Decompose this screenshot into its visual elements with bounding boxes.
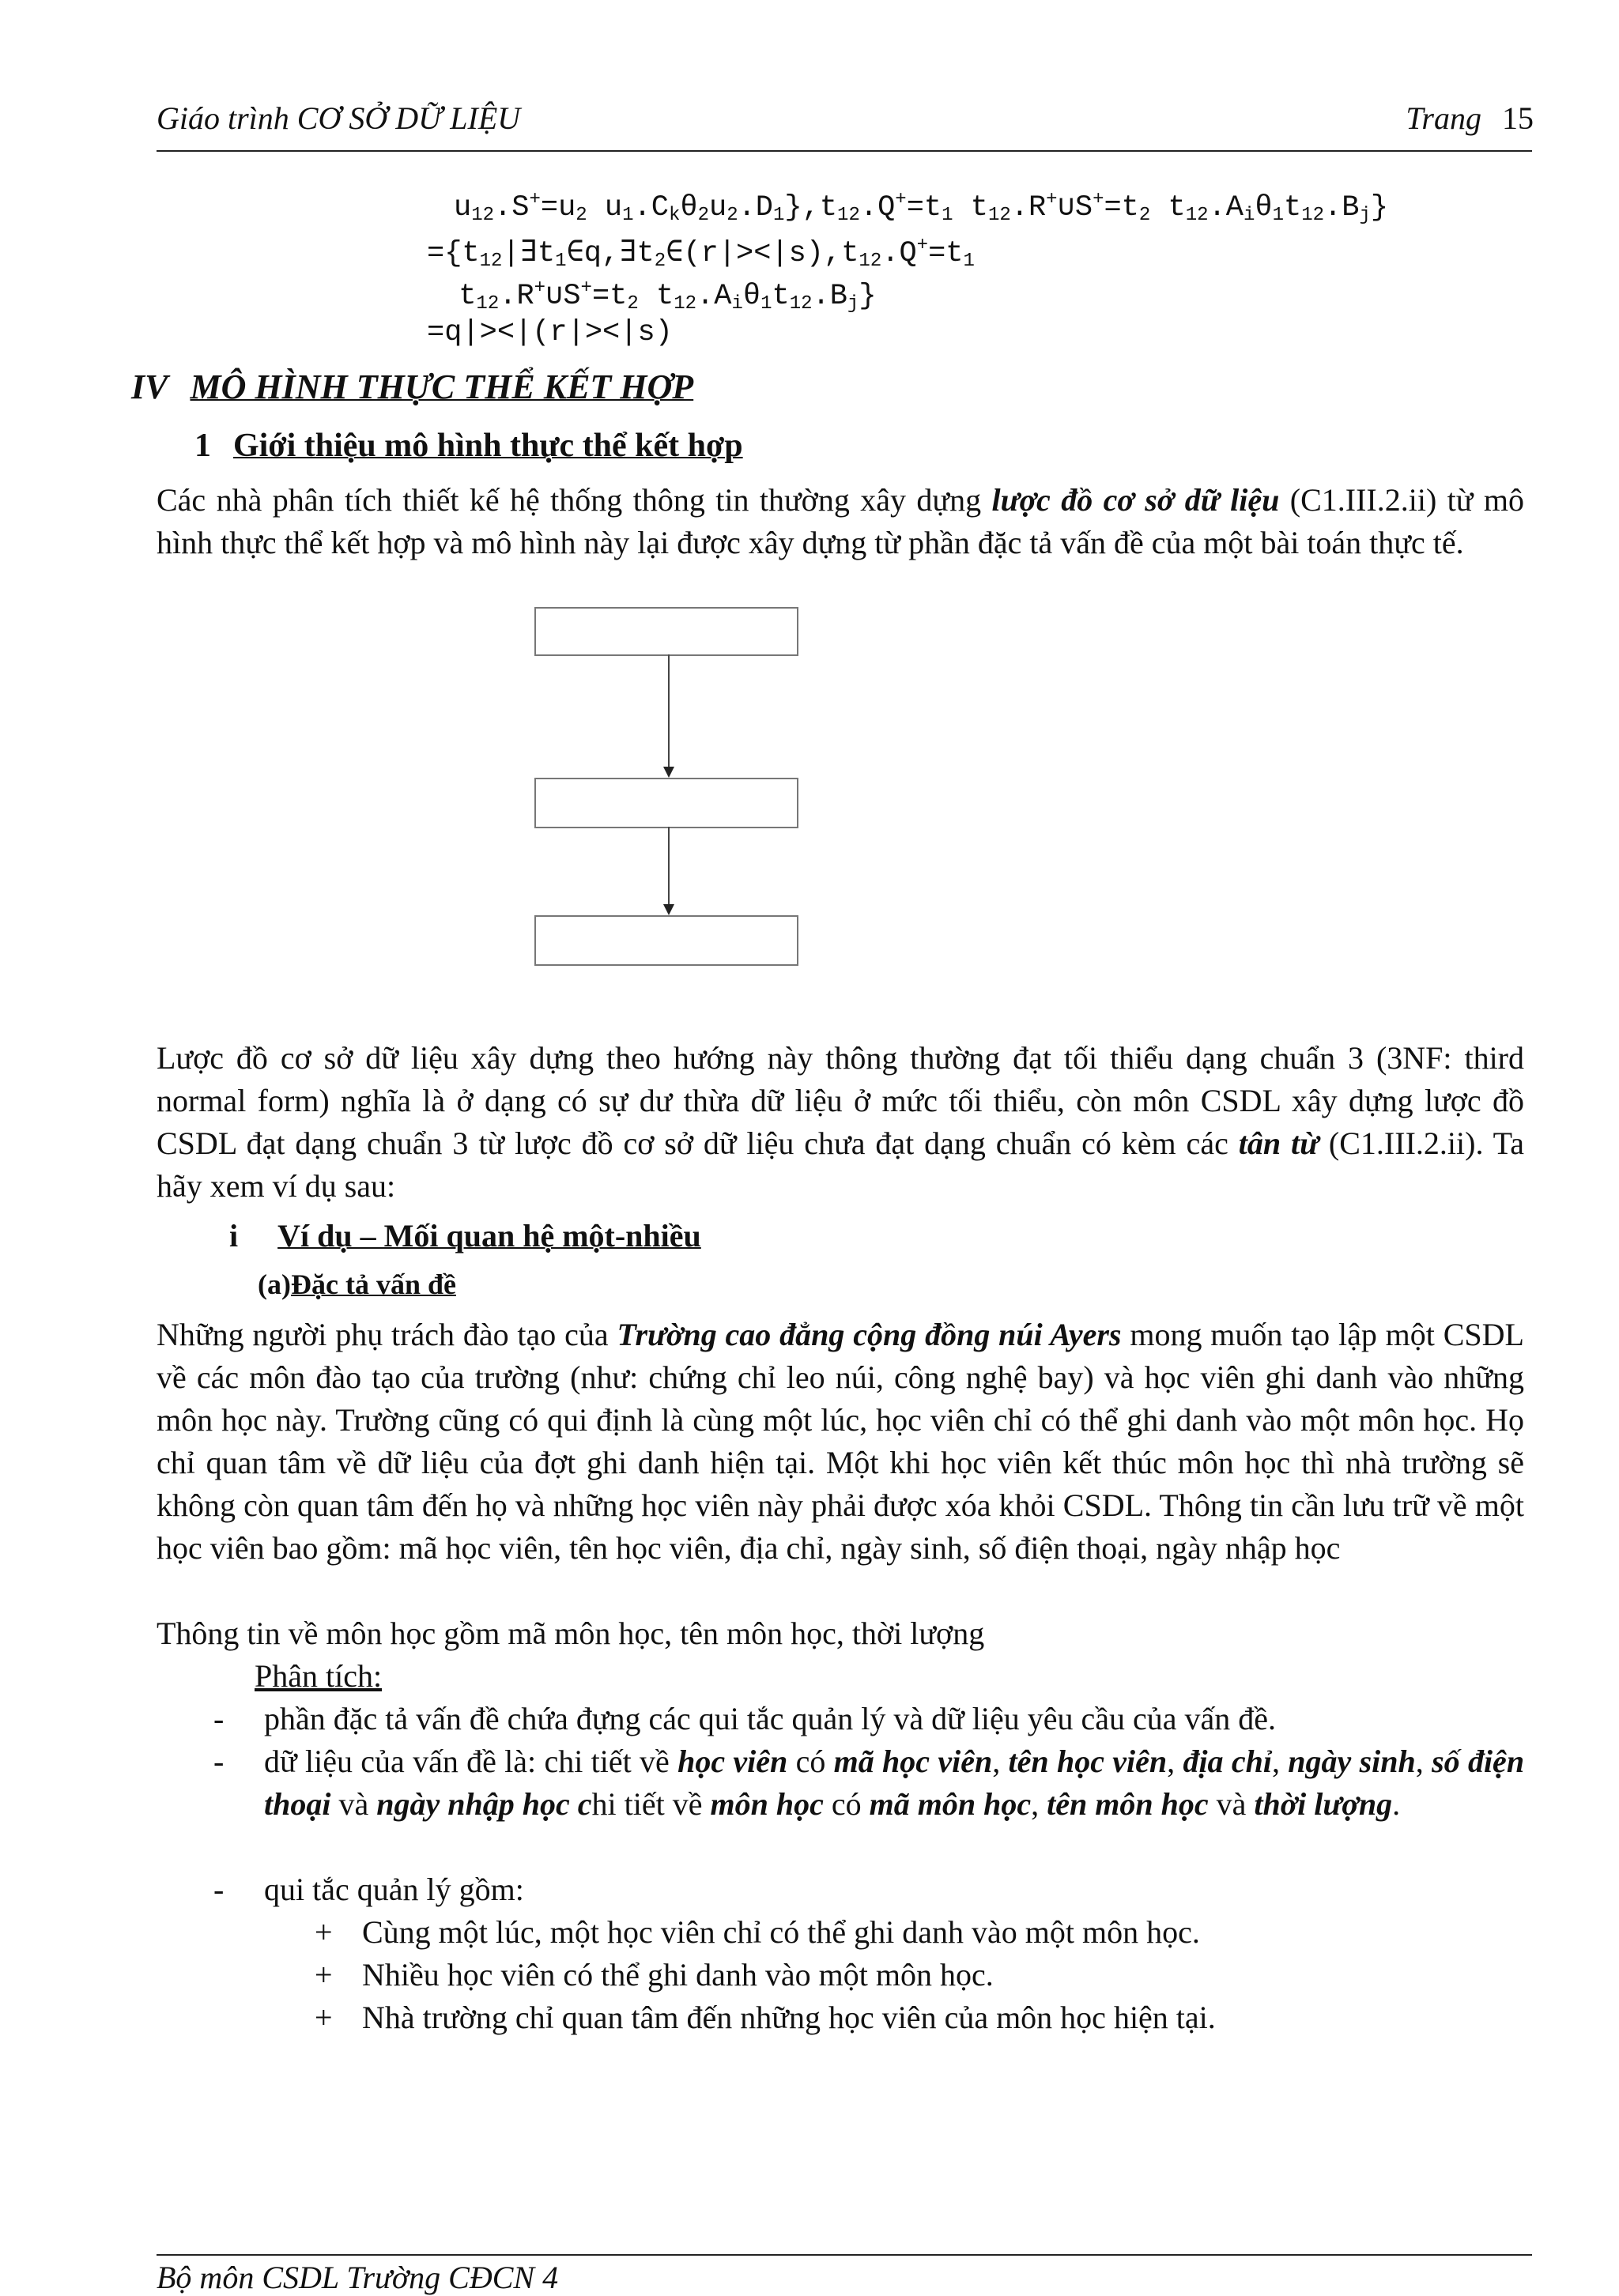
keyword-school-name: Trường cao đẳng cộng đồng núi Ayers	[617, 1317, 1122, 1352]
rule-item-1: Cùng một lúc, một học viên chỉ có thể ghi danh vào một môn học.	[362, 1914, 1200, 1950]
diagram-box-1	[534, 607, 798, 656]
bullet-dash-3: -	[213, 1872, 225, 1907]
section-heading	[131, 367, 693, 407]
subsection-title: Giới thiệu mô hình thực thể kết hợp	[233, 428, 743, 464]
diagram-box-2	[534, 778, 798, 828]
formula-line-4: =q|><|(r|><|s)	[427, 316, 673, 349]
subsection-number: 1	[194, 428, 211, 464]
paragraph-3nf: Lược đồ cơ sở dữ liệu xây dựng theo hướng này thông thường đạt tối thiểu dạng chuẩn 3 (3NF: third normal form) nghĩa là ở dạng có sự dư thừa dữ liệu ở mức tối thiểu, còn môn CSDL xây dựng lược đồ CSDL đạt dạng chuẩn 3 từ lược đồ cơ sở dữ liệu chưa đạt dạng chuẩn có kèm các tân từ (C1.III.2.ii). Ta hãy xem ví dụ sau:	[157, 1040, 1524, 1204]
spec-heading	[258, 1268, 456, 1301]
example-heading	[229, 1217, 701, 1254]
keyword-luoc-do: lược đồ cơ sở dữ liệu	[991, 482, 1280, 518]
page-number-area	[1406, 100, 1534, 137]
header-divider	[157, 150, 1532, 152]
intro-paragraph: Các nhà phân tích thiết kế hệ thống thông tin thường xây dựng lược đồ cơ sở dữ liệu (C1.III.2.ii) từ mô hình thực thể kết hợp và mô hình này lại được xây dựng từ phần đặc tả vấn đề của một bài toán thực tế.	[157, 482, 1525, 560]
diagram-box-3	[534, 915, 798, 966]
subsection-heading	[194, 427, 743, 465]
page-label: Trang	[1406, 100, 1481, 136]
rule-plus-3: +	[315, 2000, 333, 2035]
rule-item-3: Nhà trường chỉ quan tâm đến những học viên của môn học hiện tại.	[362, 2000, 1216, 2035]
formula-line-1: $u_{12}.S^+=u_2$ $u_1.C_k\theta_2u_2.D_1\},t_{12}.Q^+=t_1$ $t_{12}.R^+\cup S^+=t_2$ $t_{12}.A_i\theta_1t_{12}.B_j$}	[454, 189, 1389, 226]
section-number: IV	[131, 368, 168, 406]
diagram-connector-1	[668, 654, 670, 768]
rule-item-2: Nhiều học viên có thể ghi danh vào một môn học.	[362, 1957, 994, 1993]
example-title: Ví dụ – Mối quan hệ một-nhiều	[277, 1218, 701, 1254]
analysis-label: Phân tích:	[255, 1658, 383, 1694]
formula-line-2: $=\{t_{12}|\exists t_1\in q,\exists t_2\in(r|><|s),t_{12}.Q^+=t_1$	[427, 235, 975, 272]
keyword-tan-tu: tân từ	[1238, 1125, 1319, 1161]
diagram-connector-2	[668, 827, 670, 906]
paragraph-spec: Những người phụ trách đào tạo của Trường cao đẳng cộng đồng núi Ayers mong muốn tạo lập một CSDL về các môn đào tạo của trường (như: chứng chỉ leo núi, công nghệ bay) và học viên ghi danh vào những môn học này. Trường cũng có qui định là cùng một lúc, học viên chỉ có thể ghi danh vào một môn học. Họ chỉ quan tâm về dữ liệu của đợt ghi danh hiện tại. Một khi học viên kết thúc môn học thì nhà trường sẽ không còn quan tâm đến họ và những học viên này phải được xóa khỏi CSDL. Thông tin cần lưu trữ về một học viên bao gồm: mã học viên, tên học viên, địa chỉ, ngày sinh, số điện thoại, ngày nhập học	[157, 1317, 1524, 1566]
section-title: MÔ HÌNH THỰC THỂ KẾT HỢP	[190, 368, 694, 406]
rule-plus-1: +	[315, 1914, 333, 1950]
footer-text: Bộ môn CSDL Trường CĐCN 4	[157, 2260, 559, 2295]
paragraph-course-info: Thông tin về môn học gồm mã môn học, tên môn học, thời lượng	[157, 1615, 985, 1651]
rule-plus-2: +	[315, 1957, 333, 1993]
bullet-item-1: phần đặc tả vấn đề chứa đựng các qui tắc quản lý và dữ liệu yêu cầu của vấn đề.	[264, 1701, 1277, 1736]
bullet-dash-2: -	[213, 1744, 225, 1779]
bullet-item-2: dữ liệu của vấn đề là: chi tiết về học viên có mã học viên, tên học viên, địa chỉ, ngày sinh, số điện thoại và ngày nhập học chi tiết về môn học có mã môn học, tên môn học và thời lượng.	[264, 1744, 1525, 1822]
formula-line-3: $t_{12}.R^+\cup S^+=t_2$ $t_{12}.A_i\theta_1t_{12}.B_j$}	[441, 277, 877, 315]
bullet-item-3: qui tắc quản lý gồm:	[264, 1872, 524, 1907]
header-title: Giáo trình CƠ SỞ DỮ LIỆU	[157, 100, 521, 136]
bullet-dash-1: -	[213, 1701, 225, 1736]
example-number: i	[229, 1218, 239, 1254]
diagram-arrow-2	[663, 904, 674, 915]
diagram-arrow-1	[663, 767, 674, 778]
footer-divider	[157, 2254, 1532, 2256]
page-number: 15	[1502, 100, 1534, 136]
spec-number: (a)	[258, 1269, 291, 1300]
spec-title: Đặc tả vấn đề	[290, 1269, 456, 1300]
